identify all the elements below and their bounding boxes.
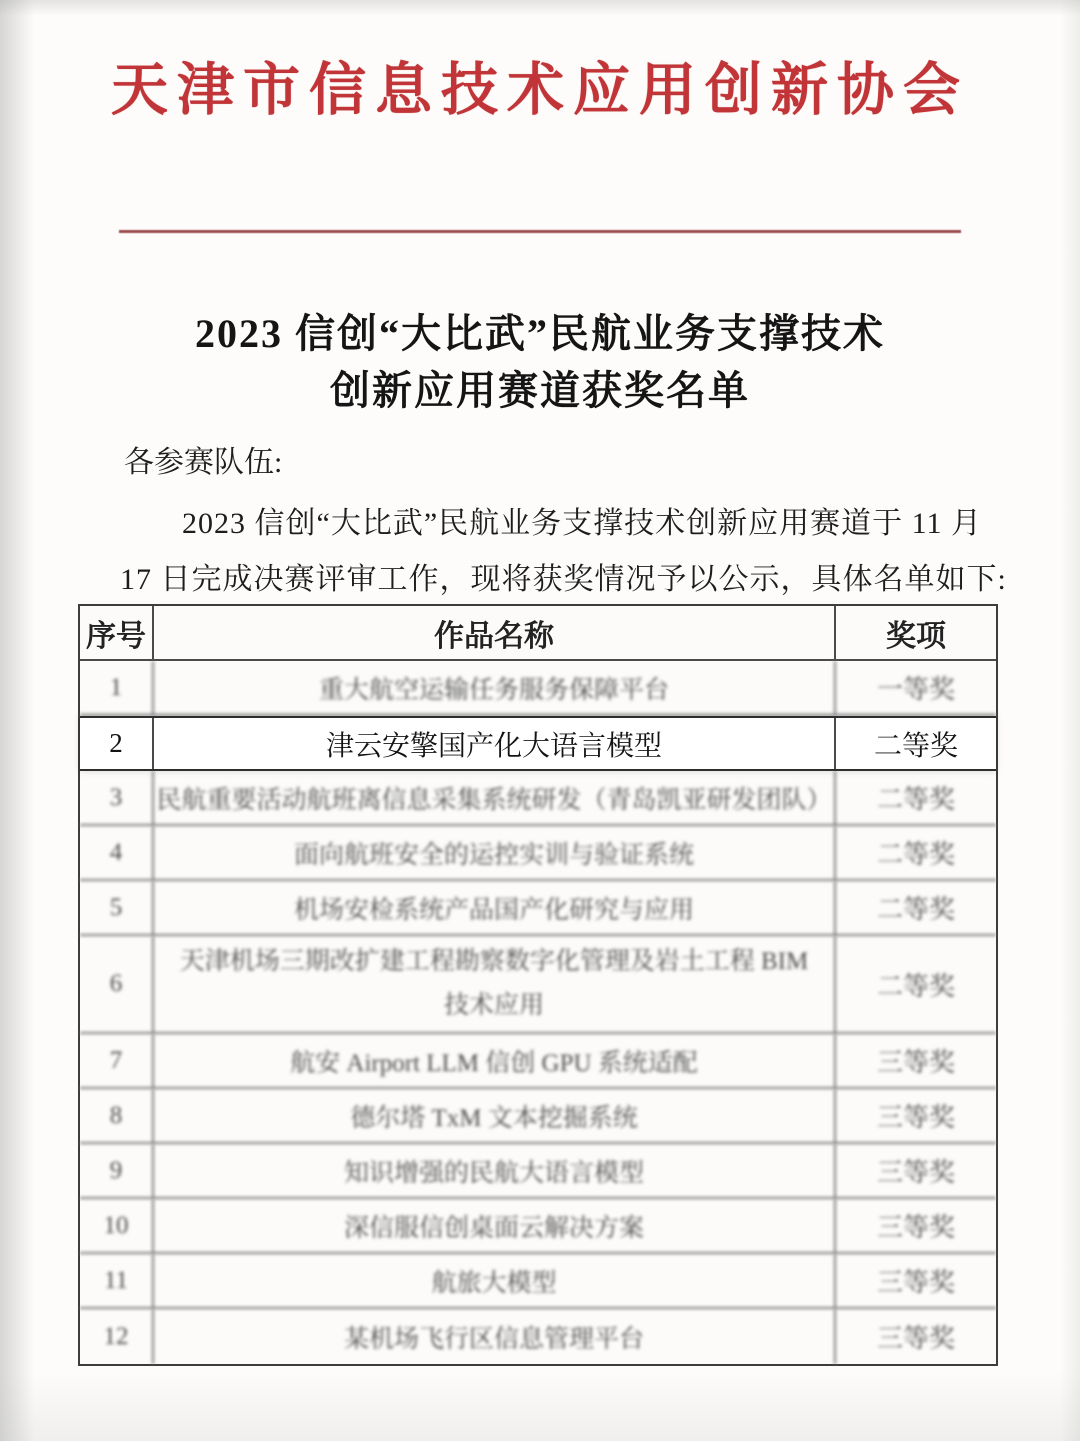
cell-name-text: 航安 Airport LLM 信创 GPU 系统适配 bbox=[290, 1049, 698, 1077]
cell-no: 10 bbox=[80, 1199, 154, 1252]
cell-name bbox=[154, 1309, 836, 1364]
document-title-line-1: 2023 信创“大比武”民航业务支撑技术 bbox=[195, 311, 885, 356]
cell-name bbox=[154, 661, 836, 714]
table-row bbox=[80, 716, 996, 771]
table-row bbox=[80, 1089, 996, 1144]
cell-award: 二等奖 bbox=[876, 895, 955, 924]
cell-no: 3 bbox=[80, 771, 154, 824]
table-row bbox=[80, 881, 996, 936]
cell-award: 二等奖 bbox=[876, 971, 955, 1001]
cell-no: 2 bbox=[80, 718, 154, 769]
cell-no: 1 bbox=[80, 661, 154, 714]
photo-vignette-right bbox=[1060, 0, 1080, 1441]
table-row bbox=[80, 1199, 996, 1254]
awards-table bbox=[78, 604, 998, 1366]
cell-award: 一等奖 bbox=[876, 675, 955, 704]
header-cell-serial: 序号 bbox=[80, 606, 154, 659]
cell-no: 9 bbox=[80, 1144, 154, 1197]
cell-name bbox=[154, 826, 836, 879]
document-title-line-2: 创新应用赛道获奖名单 bbox=[330, 368, 750, 413]
cell-name bbox=[154, 881, 836, 934]
cell-no: 11 bbox=[80, 1254, 154, 1307]
cell-name bbox=[154, 936, 836, 1032]
table-body bbox=[80, 661, 996, 1364]
cell-award: 三等奖 bbox=[876, 1324, 955, 1353]
body-paragraph-line-2: 17 日完成决赛评审工作，现将获奖情况予以公示，具体名单如下: bbox=[120, 563, 1007, 596]
cell-no: 4 bbox=[80, 826, 154, 879]
cell-name bbox=[154, 1254, 836, 1307]
cell-award: 三等奖 bbox=[876, 1103, 955, 1132]
cell-name-text: 航旅大模型 bbox=[431, 1269, 557, 1297]
table-row bbox=[80, 1254, 996, 1309]
body-paragraph-line-1: 2023 信创“大比武”民航业务支撑技术创新应用赛道于 11 月 bbox=[182, 507, 983, 540]
cell-no: 6 bbox=[80, 936, 154, 1032]
cell-name-text: 知识增强的民航大语言模型 bbox=[343, 1159, 644, 1187]
document-title bbox=[0, 305, 1080, 419]
table-row bbox=[80, 1034, 996, 1089]
cell-no: 12 bbox=[80, 1309, 154, 1364]
cell-award: 三等奖 bbox=[876, 1213, 955, 1242]
photo-vignette-bottom bbox=[0, 1371, 1080, 1441]
cell-name-text: 德尔塔 TxM 文本挖掘系统 bbox=[350, 1104, 638, 1132]
cell-award: 三等奖 bbox=[876, 1268, 955, 1297]
cell-name bbox=[154, 1144, 836, 1197]
cell-award: 二等奖 bbox=[873, 730, 958, 762]
cell-name bbox=[154, 1089, 836, 1142]
cell-name bbox=[154, 1034, 836, 1087]
table-row bbox=[80, 1309, 996, 1364]
cell-name-text: 天津机场三期改扩建工程勘察数字化管理及岩土工程 BIM 技术应用 bbox=[179, 948, 809, 1019]
cell-award: 三等奖 bbox=[876, 1158, 955, 1187]
table-row bbox=[80, 936, 996, 1034]
table-row bbox=[80, 771, 996, 826]
table-row bbox=[80, 661, 996, 716]
cell-name-text: 津云安擎国产化大语言模型 bbox=[325, 730, 662, 762]
cell-name bbox=[154, 771, 836, 824]
cell-name bbox=[154, 1199, 836, 1252]
cell-no: 8 bbox=[80, 1089, 154, 1142]
table-row bbox=[80, 1144, 996, 1199]
letterhead-divider-rule bbox=[119, 230, 961, 233]
table-row bbox=[80, 826, 996, 881]
cell-no: 7 bbox=[80, 1034, 154, 1087]
cell-name bbox=[154, 718, 836, 769]
cell-name-text: 面向航班安全的运控实训与验证系统 bbox=[293, 841, 694, 869]
salutation: 各参赛队伍: bbox=[124, 446, 283, 479]
cell-award: 二等奖 bbox=[876, 785, 955, 814]
photo-vignette-left bbox=[0, 0, 34, 1441]
header-cell-work-name: 作品名称 bbox=[154, 606, 836, 659]
cell-name-text: 机场安检系统产品国产化研究与应用 bbox=[293, 896, 694, 924]
header-cell-award: 奖项 bbox=[886, 619, 946, 653]
cell-no: 5 bbox=[80, 881, 154, 934]
cell-name-text: 深信服信创桌面云解决方案 bbox=[343, 1214, 644, 1242]
cell-name-text: 民航重要活动航班离信息采集系统研发（青岛凯亚研发团队） bbox=[156, 786, 832, 814]
cell-name-text: 某机场飞行区信息管理平台 bbox=[343, 1325, 644, 1353]
cell-award: 二等奖 bbox=[876, 840, 955, 869]
cell-award: 三等奖 bbox=[876, 1048, 955, 1077]
table-header-row bbox=[80, 606, 996, 661]
letterhead-org-name: 天津市信息技术应用创新协会 bbox=[111, 59, 969, 122]
cell-name-text: 重大航空运输任务服务保障平台 bbox=[318, 676, 669, 704]
